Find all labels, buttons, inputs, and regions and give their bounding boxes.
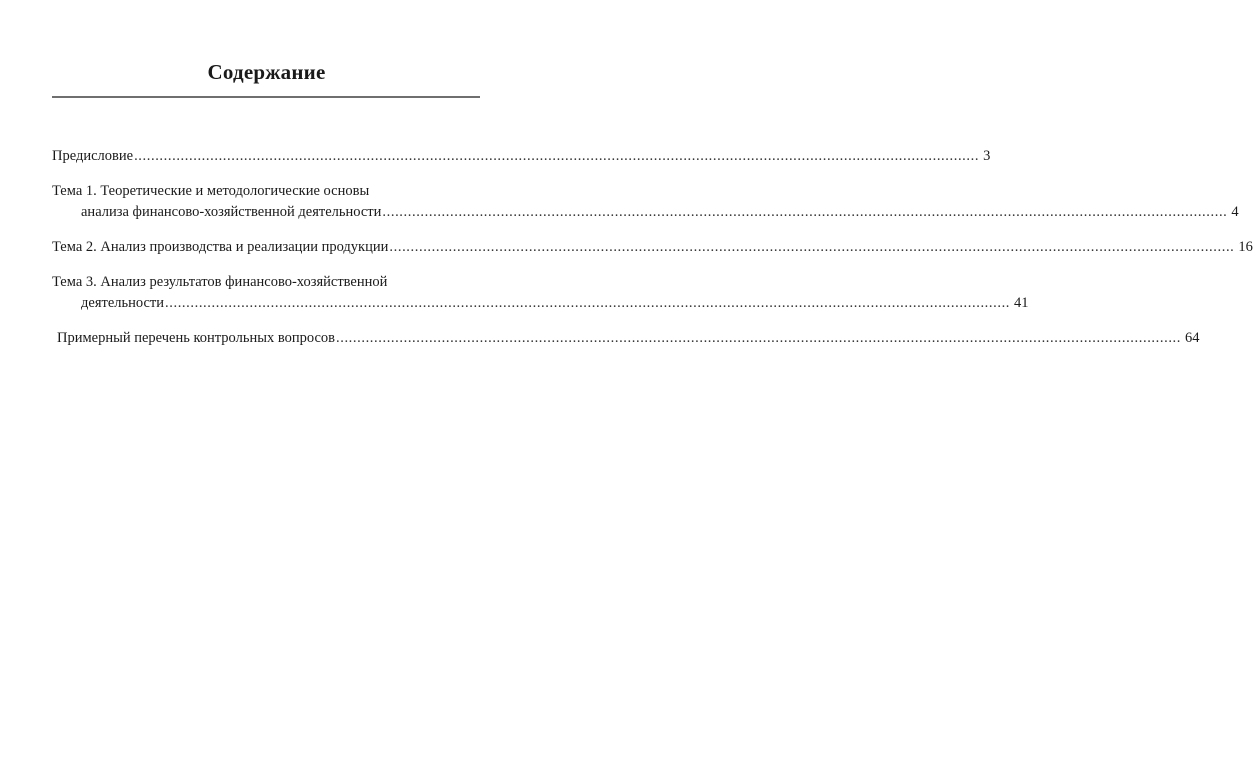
toc-page-number: 64 (1185, 330, 1200, 346)
toc-entry-topic2 (52, 238, 1253, 256)
toc-entry-topic1-line2 (81, 203, 1239, 221)
toc-entry-title: деятельности (81, 295, 165, 311)
toc-page-number: 4 (1231, 204, 1239, 220)
toc-entry-title: Предисловие (52, 148, 134, 164)
toc-entry-topic3-line2 (81, 294, 1029, 312)
toc-page-number: 41 (1014, 295, 1029, 311)
toc-entry-title: анализа финансово-хозяйственной деятельности (81, 204, 382, 220)
toc-leader-dots: ........................................................................................................................................................................................................ (336, 330, 1181, 346)
toc-page-number: 3 (983, 148, 991, 164)
toc-leader-dots: ........................................................................................................................................................................................................ (134, 148, 980, 164)
toc-leader-dots: ........................................................................................................................................................................................................ (165, 295, 1011, 311)
toc-entry-preface (52, 147, 991, 165)
toc-entry-title: Примерный перечень контрольных вопросов (57, 330, 335, 346)
toc-entry-topic3-line1: Тема 3. Анализ результатов финансово-хозяйственной (52, 274, 388, 290)
toc-leader-dots: ........................................................................................................................................................................................................ (382, 204, 1228, 220)
title-divider (52, 96, 480, 98)
toc-entry-control-questions (57, 329, 1200, 347)
toc-leader-dots: ........................................................................................................................................................................................................ (389, 239, 1235, 255)
toc-page-number: 16 (1238, 239, 1253, 255)
page-title: Содержание (207, 60, 326, 84)
toc-entry-title: Тема 2. Анализ производства и реализации продукции (52, 239, 389, 255)
toc-entry-topic1-line1: Тема 1. Теоретические и методологические основы (52, 183, 370, 199)
